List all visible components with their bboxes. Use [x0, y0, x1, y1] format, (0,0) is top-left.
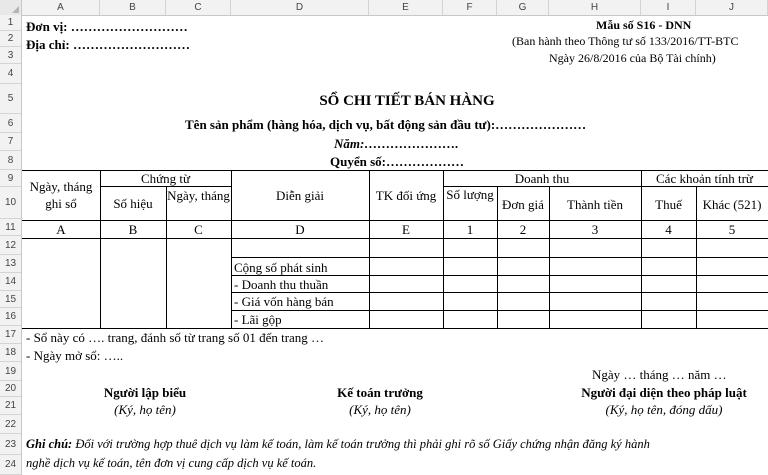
column-header-b[interactable]: B	[100, 0, 166, 15]
preparer-sub: (Ký, họ tên)	[114, 402, 176, 417]
select-all-corner[interactable]	[0, 0, 22, 15]
row-header[interactable]: 18	[0, 344, 21, 362]
open-date-note: - Ngày mở sổ: …..	[26, 348, 124, 363]
row-header[interactable]: 9	[0, 170, 21, 187]
unit-label: Đơn vị: ………………………	[26, 19, 188, 34]
summary-gross-profit: - Lãi gộp	[234, 312, 282, 327]
col-quantity-header: Số lượng	[446, 187, 494, 202]
column-header-h[interactable]: H	[549, 0, 641, 15]
issued-circular: (Ban hành theo Thông tư số 133/2016/TT-BTC	[512, 34, 739, 48]
code-cell: 5	[728, 222, 736, 237]
preparer-title: Người lập biểu	[103, 385, 187, 400]
code-cell: C	[194, 222, 203, 237]
column-header-a[interactable]: A	[22, 0, 100, 15]
row-header[interactable]: 21	[0, 397, 21, 415]
row-header[interactable]: 5	[0, 84, 21, 114]
summary-net-revenue: - Doanh thu thuần	[234, 277, 329, 292]
page-count-note: - Sổ này có …. trang, đánh số từ trang số 01 đến trang …	[26, 330, 325, 345]
row-header[interactable]: 3	[0, 47, 21, 64]
column-header-c[interactable]: C	[166, 0, 231, 15]
col-other-header: Khác (521)	[702, 197, 762, 212]
row-header[interactable]: 22	[0, 415, 21, 434]
column-header-j[interactable]: J	[696, 0, 768, 15]
row-header[interactable]: 17	[0, 326, 21, 344]
row-header[interactable]: 16	[0, 308, 21, 326]
column-header-bar	[0, 0, 768, 16]
summary-total: Cộng số phát sinh	[234, 260, 328, 275]
form-number: Mẫu số S16 - DNN	[596, 18, 692, 32]
book-number-line: Quyển số:………………	[330, 154, 464, 169]
issued-date: Ngày 26/8/2016 của Bộ Tài chính)	[549, 51, 716, 65]
col-amount-header: Thành tiền	[567, 197, 623, 212]
code-cell: 2	[519, 222, 527, 237]
note-line-1	[26, 437, 650, 452]
col-voucher-no-header: Số hiệu	[113, 196, 153, 211]
code-cell: A	[56, 222, 66, 237]
code-cell: 1	[466, 222, 474, 237]
row-header[interactable]: 19	[0, 362, 21, 381]
row-header[interactable]: 11	[0, 219, 21, 236]
row-header[interactable]: 13	[0, 255, 21, 273]
row-header[interactable]: 14	[0, 273, 21, 291]
row-header[interactable]: 2	[0, 31, 21, 47]
row-header[interactable]: 8	[0, 151, 21, 170]
row-header[interactable]: 7	[0, 133, 21, 151]
row-header[interactable]: 6	[0, 114, 21, 133]
legal-rep-title: Người đại diện theo pháp luật	[581, 385, 747, 400]
col-tax-header: Thuế	[655, 197, 682, 212]
product-name-line: Tên sản phẩm (hàng hóa, dịch vụ, bất động sản đầu tư):…………………	[185, 117, 587, 132]
year-line: Năm:………………….	[334, 136, 459, 151]
column-header-i[interactable]: I	[641, 0, 696, 15]
col-voucher-header: Chứng từ	[140, 171, 191, 186]
column-header-e[interactable]: E	[369, 0, 443, 15]
column-header-f[interactable]: F	[443, 0, 497, 15]
code-cell: 4	[665, 222, 672, 237]
code-cell: B	[128, 222, 138, 237]
legal-rep-sub: (Ký, họ tên, đóng dấu)	[605, 402, 723, 417]
col-revenue-header: Doanh thu	[514, 171, 570, 186]
row-header-bar	[0, 15, 22, 475]
code-cell: 3	[591, 222, 599, 237]
row-header[interactable]: 4	[0, 64, 21, 84]
sign-date-line: Ngày … tháng … năm …	[592, 367, 727, 382]
address-label: Địa chỉ: ………………………	[26, 37, 190, 52]
note-line-2: nghề dịch vụ kế toán, tên đơn vị cung cấp dịch vụ kế toán.	[26, 456, 317, 470]
row-header[interactable]: 24	[0, 455, 21, 475]
col-deductions-header: Các khoản tính trừ	[656, 171, 753, 186]
summary-cogs: - Giá vốn hàng bán	[234, 294, 334, 309]
code-cell: D	[295, 222, 305, 237]
col-account-header: TK đối ứng	[375, 188, 437, 203]
column-header-d[interactable]: D	[231, 0, 369, 15]
code-cell: E	[402, 222, 410, 237]
col-voucher-date-header: Ngày, tháng	[167, 188, 230, 203]
col-unit-price-header: Đơn giá	[502, 197, 544, 212]
col-date-header: Ngày, tháng ghi sổ	[29, 179, 93, 211]
chief-accountant-sub: (Ký, họ tên)	[349, 402, 411, 417]
row-header[interactable]: 15	[0, 291, 21, 308]
row-header[interactable]: 20	[0, 381, 21, 397]
col-description-header: Diễn giải	[275, 188, 324, 203]
chief-accountant-title: Kế toán trưởng	[337, 385, 423, 400]
page-title: SỔ CHI TIẾT BÁN HÀNG	[319, 93, 495, 109]
row-header[interactable]: 23	[0, 434, 21, 455]
row-header[interactable]: 1	[0, 15, 21, 31]
row-header[interactable]: 10	[0, 187, 21, 219]
column-header-g[interactable]: G	[497, 0, 549, 15]
note-text: Đối với trường hợp thuê dịch vụ làm kế toán, làm kế toán trưởng thì phải ghi rõ số Giấy chứng nhận đăng ký hành	[72, 437, 650, 451]
note-label: Ghi chú:	[26, 437, 73, 451]
row-header[interactable]: 12	[0, 236, 21, 255]
